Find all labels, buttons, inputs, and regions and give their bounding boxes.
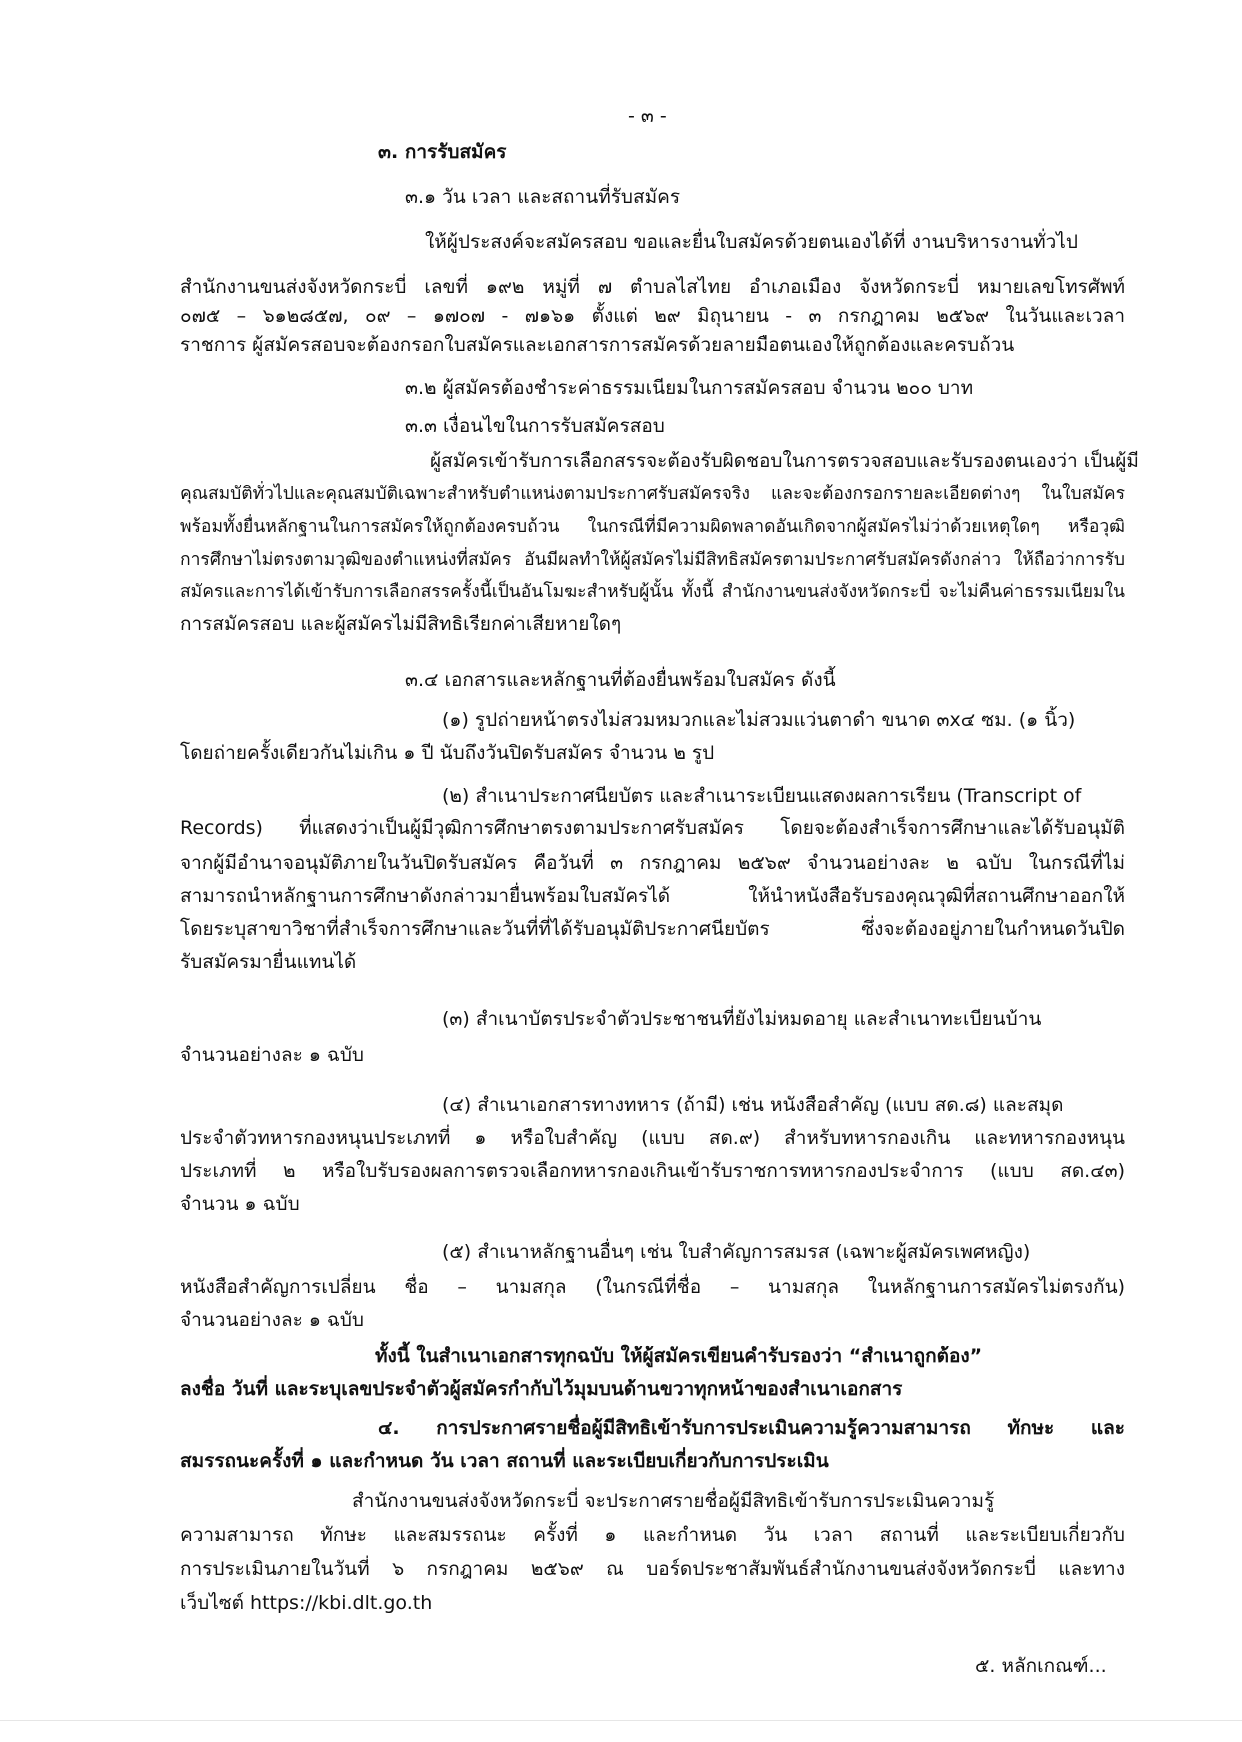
paragraph-line: Records) ที่แสดงว่าเป็นผู้มีวุฒิการศึกษาตรงตามประกาศรับสมัคร โดยจะต้องสำเร็จการศึกษาและได้รับอนุมัติ xyxy=(180,817,1125,839)
continuation-marker: ๕. หลักเกณฑ์... xyxy=(975,1655,1107,1677)
paragraph-line: ลงชื่อ วันที่ และระบุเลขประจำตัวผู้สมัครกำกับไว้มุมบนด้านขวาทุกหน้าของสำเนาเอกสาร xyxy=(180,1378,903,1400)
section-4-heading: ๔. การประกาศรายชื่อผู้มีสิทธิเข้ารับการประเมินความรู้ความสามารถ ทักษะ และ xyxy=(378,1417,1125,1439)
section-3-4-title: ๓.๔ เอกสารและหลักฐานที่ต้องยื่นพร้อมใบสมัคร ดังนี้ xyxy=(405,669,836,691)
paragraph-line: การประเมินภายในวันที่ ๖ กรกฎาคม ๒๕๖๙ ณ บอร์ดประชาสัมพันธ์สำนักงานขนส่งจังหวัดกระบี่ และทาง xyxy=(180,1558,1125,1580)
paragraph-line: การศึกษาไม่ตรงตามวุฒิของตำแหน่งที่สมัคร อันมีผลทำให้ผู้สมัครไม่มีสิทธิสมัครตามประกาศรับสมัครดังกล่าว ให้ถือว่าการรับ xyxy=(180,550,1125,570)
paragraph-line: ความสามารถ ทักษะ และสมรรถนะ ครั้งที่ ๑ และกำหนด วัน เวลา สถานที่ และระเบียบเกี่ยวกับ xyxy=(180,1524,1125,1546)
page-bottom-rule xyxy=(0,1720,1242,1721)
paragraph-line: ผู้สมัครเข้ารับการเลือกสรรจะต้องรับผิดชอบในการตรวจสอบและรับรองตนเองว่า เป็นผู้มี xyxy=(430,450,1139,472)
document-item-5: (๕) สำเนาหลักฐานอื่นๆ เช่น ใบสำคัญการสมรส (เฉพาะผู้สมัครเพศหญิง) xyxy=(442,1241,1031,1263)
paragraph-line: จากผู้มีอำนาจอนุมัติภายในวันปิดรับสมัคร คือวันที่ ๓ กรกฎาคม ๒๕๖๙ จำนวนอย่างละ ๒ ฉบับ ในกรณีที่ไม่ xyxy=(180,852,1125,874)
paragraph-line: คุณสมบัติทั่วไปและคุณสมบัติเฉพาะสำหรับตำแหน่งตามประกาศรับสมัครจริง และจะต้องกรอกรายละเอียดต่างๆ ในใบสมัคร xyxy=(180,484,1125,504)
paragraph-line: โดยระบุสาขาวิชาที่สำเร็จการศึกษาและวันที่ที่ได้รับอนุมัติประกาศนียบัตร ซึ่งจะต้องอยู่ภายในกำหนดวันปิด xyxy=(180,918,1125,940)
section-3-3-title: ๓.๓ เงื่อนไขในการรับสมัครสอบ xyxy=(405,415,665,437)
paragraph-line: โดยถ่ายครั้งเดียวกันไม่เกิน ๑ ปี นับถึงวันปิดรับสมัคร จำนวน ๒ รูป xyxy=(180,742,715,764)
document-item-3: (๓) สำเนาบัตรประจำตัวประชาชนที่ยังไม่หมดอายุ และสำเนาทะเบียนบ้าน xyxy=(442,1008,1042,1030)
paragraph-line: จำนวนอย่างละ ๑ ฉบับ xyxy=(180,1044,364,1066)
paragraph-line: หนังสือสำคัญการเปลี่ยน ชื่อ – นามสกุล (ในกรณีที่ชื่อ – นามสกุล ในหลักฐานการสมัครไม่ตรงกัน) xyxy=(180,1276,1125,1298)
section-3-1-title: ๓.๑ วัน เวลา และสถานที่รับสมัคร xyxy=(405,186,681,208)
page-number: - ๓ - xyxy=(628,105,667,127)
paragraph-line: ประเภทที่ ๒ หรือใบรับรองผลการตรวจเลือกทหารกองเกินเข้ารับราชการทหารกองประจำการ (แบบ สด.๔๓) xyxy=(180,1160,1125,1182)
section-3-heading: ๓. การรับสมัคร xyxy=(378,141,507,163)
paragraph-line: สามารถนำหลักฐานการศึกษาดังกล่าวมายื่นพร้อมใบสมัครได้ ให้นำหนังสือรับรองคุณวุฒิที่สถานศึกษาออกให้ xyxy=(180,885,1125,907)
section-3-2: ๓.๒ ผู้สมัครต้องชำระค่าธรรมเนียมในการสมัครสอบ จำนวน ๒๐๐ บาท xyxy=(405,377,974,399)
document-item-1: (๑) รูปถ่ายหน้าตรงไม่สวมหมวกและไม่สวมแว่นตาดำ ขนาด ๓x๔ ซม. (๑ นิ้ว) xyxy=(442,709,1076,731)
paragraph-line: ๐๗๕ – ๖๑๒๘๕๗, ๐๙ – ๑๗๐๗ - ๗๑๖๑ ตั้งแต่ ๒๙ มิถุนายน - ๓ กรกฎาคม ๒๕๖๙ ในวันและเวลา xyxy=(180,305,1125,327)
paragraph-line: สำนักงานขนส่งจังหวัดกระบี่ จะประกาศรายชื่อผู้มีสิทธิเข้ารับการประเมินความรู้ xyxy=(352,1490,995,1512)
paragraph-line: เว็บไซต์ https://kbi.dlt.go.th xyxy=(180,1592,433,1614)
paragraph-line: ให้ผู้ประสงค์จะสมัครสอบ ขอและยื่นใบสมัครด้วยตนเองได้ที่ งานบริหารงานทั่วไป xyxy=(425,231,1078,253)
paragraph-line: สำนักงานขนส่งจังหวัดกระบี่ เลขที่ ๑๙๒ หมู่ที่ ๗ ตำบลไสไทย อำเภอเมือง จังหวัดกระบี่ หมายเลขโทรศัพท์ xyxy=(180,276,1125,298)
paragraph-line: พร้อมทั้งยื่นหลักฐานในการสมัครให้ถูกต้องครบถ้วน ในกรณีที่มีความผิดพลาดอันเกิดจากผู้สมัครไม่ว่าด้วยเหตุใดๆ หรือวุฒิ xyxy=(180,517,1125,537)
section-4-heading-cont: สมรรถนะครั้งที่ ๑ และกำหนด วัน เวลา สถานที่ และระเบียบเกี่ยวกับการประเมิน xyxy=(180,1450,829,1472)
paragraph-line: รับสมัครมายื่นแทนได้ xyxy=(180,951,357,973)
paragraph-line: จำนวนอย่างละ ๑ ฉบับ xyxy=(180,1309,364,1331)
paragraph-line: ราชการ ผู้สมัครสอบจะต้องกรอกใบสมัครและเอกสารการสมัครด้วยลายมือตนเองให้ถูกต้องและครบถ้วน xyxy=(180,334,1015,356)
certification-note: ทั้งนี้ ในสำเนาเอกสารทุกฉบับ ให้ผู้สมัครเขียนคำรับรองว่า “สำเนาถูกต้อง” xyxy=(375,1345,983,1367)
document-item-2: (๒) สำเนาประกาศนียบัตร และสำเนาระเบียนแสดงผลการเรียน (Transcript of xyxy=(442,785,1082,807)
paragraph-line: ประจำตัวทหารกองหนุนประเภทที่ ๑ หรือใบสำคัญ (แบบ สด.๙) สำหรับทหารกองเกิน และทหารกองหนุน xyxy=(180,1127,1125,1149)
paragraph-line: สมัครและการได้เข้ารับการเลือกสรรครั้งนี้เป็นอันโมฆะสำหรับผู้นั้น ทั้งนี้ สำนักงานขนส่งจังหวัดกระบี่ จะไม่คืนค่าธรรมเนียมใน xyxy=(180,582,1125,602)
paragraph-line: จำนวน ๑ ฉบับ xyxy=(180,1193,300,1215)
document-item-4: (๔) สำเนาเอกสารทางทหาร (ถ้ามี) เช่น หนังสือสำคัญ (แบบ สด.๘) และสมุด xyxy=(442,1094,1064,1116)
paragraph-line: การสมัครสอบ และผู้สมัครไม่มีสิทธิเรียกค่าเสียหายใดๆ xyxy=(180,613,622,635)
